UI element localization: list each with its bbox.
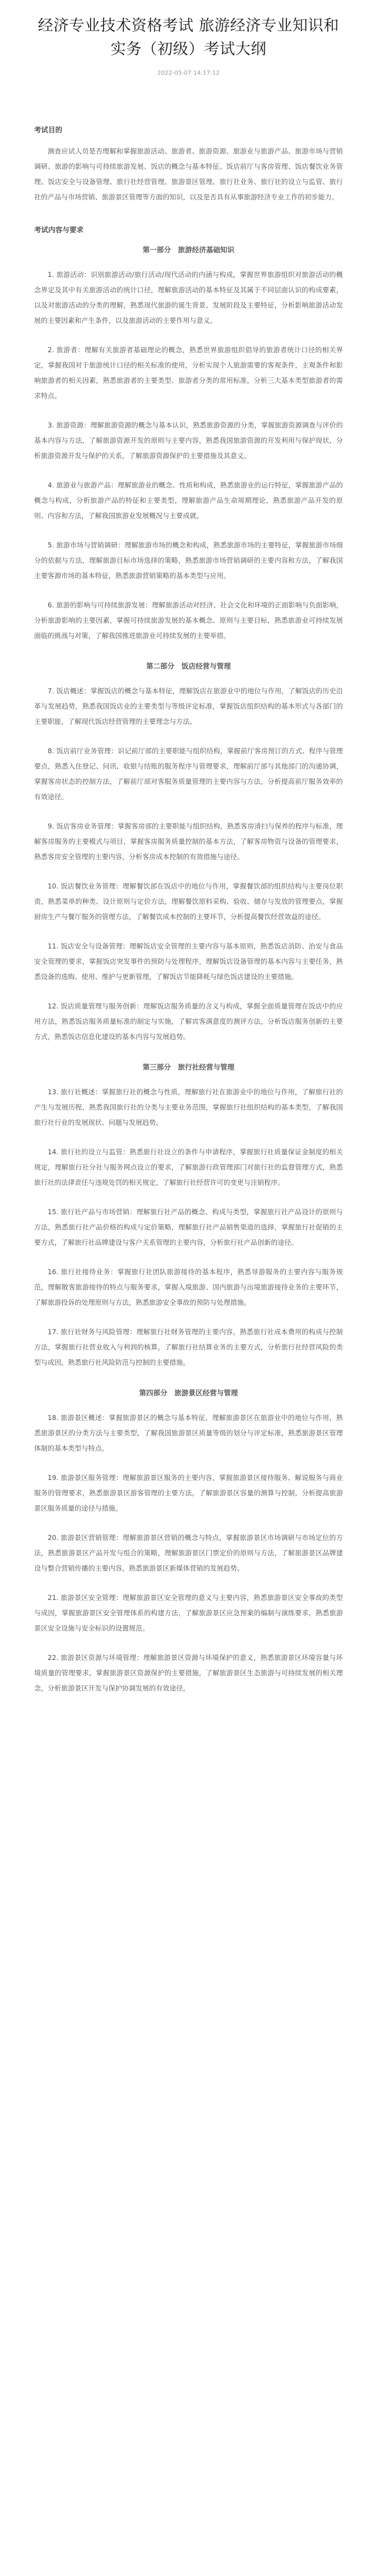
outline-item: 2. 旅游者：理解有关旅游者基础理论的概念，熟悉世界旅游组织倡导的旅游者统计口径的相关界定，掌握我国对于旅游统计口径的相关标准的使用，分析实现个人旅游需要的客观条件，主观条件和影响旅游者的相关因素，熟悉旅游者的主要类型、旅游者分类的常用标准，分析三大基本类型旅游者的需求特点。 — [34, 346, 343, 400]
outline-item: 11. 饭店安全与设备管理：理解饭店安全管理的主要内容与基本原则，熟悉饭店消防、治安与食品安全管理的要求，掌握饭店突发事件的预防与处理程序，理解饭店设备管理的基本内容与主要任务，熟悉设备的选购、使用、维护与更新管理，了解饭店节能降耗与绿色饭店建设的主要措施。 — [34, 942, 343, 981]
part-title: 第四部分 旅游景区经营与管理 — [139, 1389, 238, 1397]
publish-datetime: 2022-05-07 14:17:12 — [157, 70, 220, 76]
outline-item: 20. 旅游景区营销管理：理解旅游景区营销的概念与特点，掌握旅游景区市场调研与市场定位的方法，熟悉旅游景区产品开发与组合的策略，理解旅游景区门票定价的原则与方法，了解旅游景区品牌建设与整合营销传播的主要内容，熟悉旅游景区新媒体营销的发展趋势。 — [34, 1533, 343, 1572]
outline-item: 18. 旅游景区概述：掌握旅游景区的概念与基本特征，理解旅游景区在旅游业中的地位与作用，熟悉旅游景区的分类方法与主要类型，了解我国旅游景区质量等级的划分与评定标准，熟悉旅游景区管理体制的基本类型与特点。 — [34, 1414, 343, 1452]
goal-paragraph: 测查应试人员是否理解和掌握旅游活动、旅游者、旅游资源、旅游业与旅游产品、旅游市场与营销调研、旅游的影响与可持续旅游发展、饭店的概念与基本特征、饭店前厅与客房管理、饭店餐饮业务管理、饭店安全与设备管理、旅行社经营管理、旅游景区管理、旅行社业务、旅行社的设立与监管、旅行社的产品与市场营销、旅游景区管理等方面的知识，以及是否具有从事旅游经济专业工作的初步能力。 — [34, 147, 343, 201]
part-title: 第三部分 旅行社经营与管理 — [142, 1063, 235, 1071]
outline-item: 7. 饭店概述：掌握饭店的概念与基本特征，理解饭店在旅游业中的地位与作用，了解饭店的历史沿革与发展趋势，熟悉我国饭店业的主要类型与等级评定标准，掌握饭店组织结构的基本形式与各部门的主要职能，了解现代饭店经营管理的主要理念与方法。 — [34, 687, 343, 726]
outline-item: 12. 饭店质量管理与服务创新：理解饭店服务质量的含义与构成，掌握全面质量管理在饭店中的应用方法，熟悉饭店服务质量标准的制定与实施，了解宾客满意度的测评方法，分析饭店服务创新的主要方式，熟悉饭店信息化建设的基本内容与发展趋势。 — [34, 1002, 343, 1041]
outline-item: 15. 旅行社产品与市场营销：理解旅行社产品的概念、构成与类型，掌握旅行社产品设计的原则与方法，熟悉旅行社产品价格的构成与定价策略，理解旅行社产品销售渠道的选择，掌握旅行社促销的主要方式，了解旅行社品牌建设与客户关系管理的主要内容，分析旅行社产品创新的途径。 — [34, 1208, 343, 1247]
part-section — [34, 245, 343, 643]
outline-item: 21. 旅游景区安全管理：理解旅游景区安全管理的意义与主要内容，熟悉旅游景区安全事故的类型与成因，掌握旅游景区安全管理体系的构建方法，了解旅游景区应急预案的编制与演练要求，熟悉旅游景区安全设施与安全标识的设置规范。 — [34, 1593, 343, 1632]
outline-item: 13. 旅行社概述：掌握旅行社的概念与性质，理解旅行社在旅游业中的地位与作用，了解旅行社的产生与发展历程，熟悉我国旅行社的分类与主要业务范围，掌握旅行社组织结构的基本类型，了解我国旅行社行业的发展现状、问题与发展趋势。 — [34, 1088, 343, 1127]
outline-item: 9. 饭店客房业务管理：掌握客房部的主要职能与组织结构，熟悉客房清扫与保养的程序与标准，理解客房服务的主要模式与项目，掌握客房服务质量控制的基本方法，了解客房物资与设备的管理要求，熟悉客房安全管理的主要内容，分析客房成本控制的有效措施与途径。 — [34, 822, 343, 861]
parts-container — [34, 245, 343, 1696]
outline-item: 16. 旅行社接待业务：掌握旅行社团队旅游接待的基本程序，熟悉导游服务的主要内容与服务规范，理解散客旅游接待的特点与服务要求，掌握入境旅游、国内旅游与出境旅游接待业务的主要环节，了解旅游投诉的处理原则与方法，熟悉旅游安全事故的预防与处理措施。 — [34, 1268, 343, 1307]
outline-item: 8. 饭店前厅业务管理：识记前厅部的主要职能与组织结构，掌握前厅客房预订的方式、程序与管理要点，熟悉入住登记、问讯、收银与结账的服务程序与管理要求，理解前厅部与其他部门的沟通协调，掌握客房状态的控制方法，了解前厅部对客服务质量管理的主要内容与方法，分析提高前厅服务效率的有效途径。 — [34, 747, 343, 801]
outline-item: 14. 旅行社的设立与监管：熟悉旅行社设立的条件与申请程序，掌握旅行社质量保证金制度的相关规定，理解旅行社分社与服务网点设立的要求，了解旅游行政管理部门对旅行社的监督管理方式，熟悉旅行社的法律责任与违规处罚的相关规定，了解旅行社经营许可的变更与注销程序。 — [34, 1148, 343, 1187]
outline-item: 3. 旅游资源：理解旅游资源的概念与基本认识，熟悉旅游资源的分类，掌握旅游资源调查与评价的基本内容与方法，了解旅游资源开发的原则与主要内容，熟悉我国旅游资源的开发利用与保护现状，分析旅游资源开发与保护的关系，了解旅游资源保护的主要措施及其意义。 — [34, 421, 343, 460]
goal-heading: 考试目的 — [34, 126, 63, 134]
content-heading: 考试内容与要求 — [34, 226, 84, 234]
outline-item: 19. 旅游景区服务管理：理解旅游景区服务的主要内容，掌握旅游景区接待服务、解说服务与商业服务的管理要求，熟悉旅游景区游客管理的主要方法，了解旅游景区容量的测算与控制，分析提高旅游景区服务质量的途径与措施。 — [34, 1474, 343, 1512]
outline-item: 17. 旅行社财务与风险管理：理解旅行社财务管理的主要内容，熟悉旅行社成本费用的构成与控制方法，掌握旅行社营业收入与利润的核算，了解旅行社结算业务的主要方式，分析旅行社经营风险的类型与成因，熟悉旅行社风险防范与控制的主要措施。 — [34, 1328, 343, 1366]
outline-item: 10. 饭店餐饮业务管理：理解餐饮部在饭店中的地位与作用，掌握餐饮部的组织结构与主要岗位职责，熟悉菜单的种类、设计原则与定价方法，理解餐饮原料采购、验收、储存与发放的管理要点，掌握厨房生产与餐厅服务的管理方法，了解餐饮成本控制的主要环节，分析提高餐饮经营效益的途径。 — [34, 882, 343, 921]
outline-item: 22. 旅游景区资源与环境管理：理解旅游景区资源与环境保护的意义，熟悉旅游景区环境容量与环境质量的管理要求，掌握旅游景区资源保护的主要措施，了解旅游景区生态旅游与可持续发展的相关理念，分析旅游景区开发与保护协调发展的有效途径。 — [34, 1653, 343, 1692]
outline-item: 6. 旅游的影响与可持续旅游发展：理解旅游活动对经济、社会文化和环境的正面影响与负面影响，分析旅游影响的主要因素，掌握可持续旅游发展的基本概念、原则与主要目标，熟悉旅游业可持续发展面临的挑战与对策，了解我国推进旅游业可持续发展的主要举措。 — [34, 601, 343, 640]
outline-item: 5. 旅游市场与营销调研：理解旅游市场的概念和构成，熟悉旅游市场的主要特征，掌握旅游市场细分的依据与方法，理解旅游目标市场选择的策略，熟悉旅游市场营销调研的主要内容和方法，了解我国主要客源市场的基本特征，熟悉旅游营销策略的基本类型与应用。 — [34, 541, 343, 580]
part-section — [34, 1388, 343, 1696]
outline-item: 1. 旅游活动：识别旅游活动/旅行活动/现代活动的内涵与构成，掌握世界旅游组织对旅游活动的概念界定及其中有关旅游活动的统计口径，理解旅游活动的基本特征及其属于不同层面认识的构成要素，以及对旅游活动的分类的理解，熟悉现代旅游的诞生背景、发展阶段及主要特征，分析影响旅游活动发展的主要因素和产生条件，以及旅游活动的主要作用与意义。 — [34, 270, 343, 325]
document-title: 经济专业技术资格考试 旅游经济专业知识和实务（初级）考试大纲 — [38, 17, 339, 58]
part-title: 第一部分 旅游经济基础知识 — [142, 246, 235, 254]
part-title: 第二部分 饭店经营与管理 — [146, 662, 231, 670]
part-section — [34, 661, 343, 1044]
part-section — [34, 1062, 343, 1370]
outline-item: 4. 旅游业与旅游产品：理解旅游业的概念、性质和构成，熟悉旅游业的运行特征，掌握旅游产品的概念与构成，分析旅游产品的特征和主要类型，理解旅游产品生命周期理论，熟悉旅游产品开发的原则、内容和方法，了解我国旅游业发展概况与主要成就。 — [34, 481, 343, 520]
